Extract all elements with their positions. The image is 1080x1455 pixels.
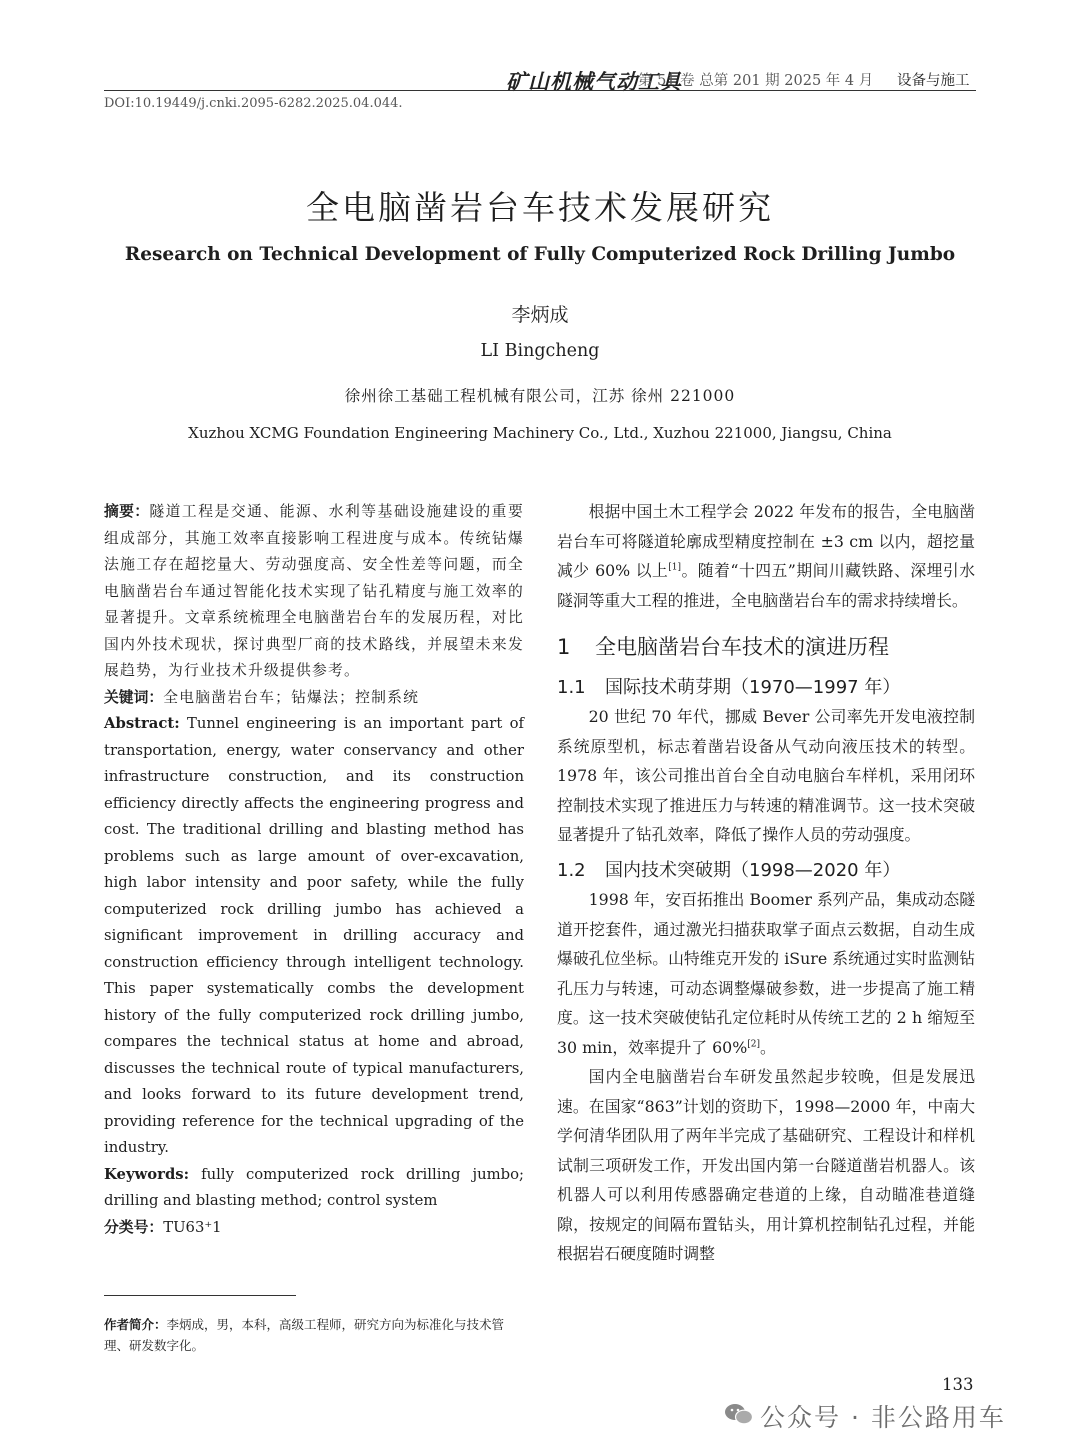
abstract-english-text: Tunnel engineering is an important part of transportation, energy, water conservancy and other infrastructure construction, and its construction efficiency directly affects the engineering progress and cost. The traditional drilling and blasting method has problems such as large amount of over-excavation, high labor intensity and poor safety, while the fully computerized rock drilling jumbo has achieved a significant improvement in drilling accuracy and construction efficiency through intelligent technology. This paper systematically combs the development history of the fully computerized rock drilling jumbo, compares the technical status at home and abroad, discusses the technical route of typical manufacturers, and looks forward to its future development trend, providing reference for the technical upgrading of the industry. <box>104 715 524 1156</box>
classification-label: 分类号： <box>104 1218 164 1236</box>
section-1-heading <box>557 633 975 663</box>
section-1-2-text-a: 1998 年，安百拓推出 Boomer 系列产品，集成动态隧道开挖套件，通过激光扫描获取掌子面点云数据，自动生成爆破孔位坐标。山特维克开发的 iSure 系统通过实时监测钻孔压力与转速，可动态调整爆破参数，进一步提高了施工精度。这一技术突破使钻孔定位耗时从传统工艺的 2 h 缩短至 30 min，效率提升了 60% <box>557 890 975 1057</box>
intro-text: 根据中国土木工程学会 2022 年发布的报告，全电脑凿岩台车可将隧道轮廓成型精度控制在 ±3 cm 以内，超挖量减少 60% 以上 <box>557 502 975 580</box>
keywords-english-text: fully computerized rock drilling jumbo; drilling and blasting method; control system <box>104 1165 524 1209</box>
title-english: Research on Technical Development of Fully Computerized Rock Drilling Jumbo <box>124 244 956 265</box>
issue-info: 第 51 卷 总第 201 期 2025 年 4 月 <box>638 73 874 89</box>
classification-text: TU63⁺1 <box>163 1218 222 1236</box>
header-rule <box>104 90 976 91</box>
author-note-label: 作者简介： <box>104 1317 167 1332</box>
section-1-2-text-a-end: 。 <box>760 1037 776 1057</box>
section-1-2-paragraph-b: 国内全电脑凿岩台车研发虽然起步较晚，但是发展迅速。在国家“863”计划的资助下，1998—2000 年，中南大学何清华团队用了两年半完成了基础研究、工程设计和样机试制三项研发工作，开发出国内第一台隧道凿岩机器人。该机器人可以利用传感器确定巷道的上缘，自动瞄准巷道缝隙，按规定的间隔布置钻头，用计算机控制钻孔过程，并能根据岩石硬度随时调整 <box>557 1067 975 1263</box>
abstract-chinese-text: 隧道工程是交通、能源、水利等基础设施建设的重要组成部分，其施工效率直接影响工程进度与成本。传统钻爆法施工存在超挖量大、劳动强度高、安全性差等问题，而全电脑凿岩台车通过智能化技术实现了钻孔精度与施工效率的显著提升。文章系统梳理全电脑凿岩台车的发展历程，对比国内外技术现状，探讨典型厂商的技术路线，并展望未来发展趋势，为行业技术升级提供参考。 <box>104 503 524 679</box>
section-1-2-number: 1.2 <box>557 859 586 881</box>
section-1-2-paragraph-a <box>557 885 975 1062</box>
abstract-chinese-label: 摘要： <box>104 503 150 520</box>
right-column <box>557 497 975 1269</box>
keywords-chinese <box>104 685 524 712</box>
section-1-number: 1 <box>557 635 571 659</box>
section-1-2-title: 国内技术突破期（1998—2020 年） <box>605 859 901 881</box>
keywords-english-label: Keywords: <box>104 1165 190 1183</box>
keywords-english <box>104 1162 524 1215</box>
author-chinese: 李炳成 <box>511 304 569 326</box>
citation-2: [2] <box>747 1039 760 1050</box>
intro-text-end: 。随着“十四五”期间川藏铁路、深埋引水隧洞等重大工程的推进，全电脑凿岩台车的需求持续增长。 <box>557 561 976 610</box>
keywords-chinese-text: 全电脑凿岩台车；钻爆法；控制系统 <box>163 688 420 706</box>
section-1-2-heading <box>557 856 975 886</box>
page-number: 133 <box>942 1375 974 1394</box>
section-1-1-number: 1.1 <box>557 676 586 698</box>
affiliation-chinese: 徐州徐工基础工程机械有限公司，江苏 徐州 221000 <box>344 387 736 405</box>
affiliation-english: Xuzhou XCMG Foundation Engineering Machinery Co., Ltd., Xuzhou 221000, Jiangsu, China <box>188 424 892 442</box>
citation-1: [1] <box>668 562 682 573</box>
column-name: 设备与施工 <box>897 73 970 89</box>
left-column <box>104 499 524 1241</box>
footnote-rule <box>104 1295 296 1296</box>
section-1-1-paragraph: 20 世纪 70 年代，挪威 Bever 公司率先开发电液控制系统原型机，标志着凿岩设备从气动向液压技术的转型。1978 年，该公司推出首台全自动电脑台车样机，采用闭环控制技术实现了推进压力与转速的精准调节。这一技术突破显著提升了钻孔效率，降低了操作人员的劳动强度。 <box>557 707 975 844</box>
watermark: 公众号 · 非公路用车 <box>760 1403 1006 1432</box>
author-note <box>104 1314 524 1356</box>
section-1-1-heading <box>557 673 975 703</box>
journal-name: 矿山机械气动工具 <box>506 69 682 94</box>
intro-paragraph <box>557 497 975 615</box>
abstract-chinese <box>104 499 524 685</box>
author-note-text: 李炳成，男，本科，高级工程师，研究方向为标准化与技术管理、研发数字化。 <box>104 1317 505 1353</box>
classification <box>104 1215 524 1242</box>
title-chinese: 全电脑凿岩台车技术发展研究 <box>306 188 774 227</box>
abstract-english <box>104 711 524 1162</box>
doi-line: DOI:10.19449/j.cnki.2095-6282.2025.04.044. <box>104 96 403 111</box>
author-english: LI Bingcheng <box>480 341 600 361</box>
wechat-icon <box>724 1402 754 1426</box>
section-1-title: 全电脑凿岩台车技术的演进历程 <box>595 635 889 659</box>
keywords-chinese-label: 关键词： <box>104 688 164 706</box>
section-1-1-title: 国际技术萌芽期（1970—1997 年） <box>605 676 901 698</box>
abstract-english-label: Abstract: <box>104 715 180 732</box>
